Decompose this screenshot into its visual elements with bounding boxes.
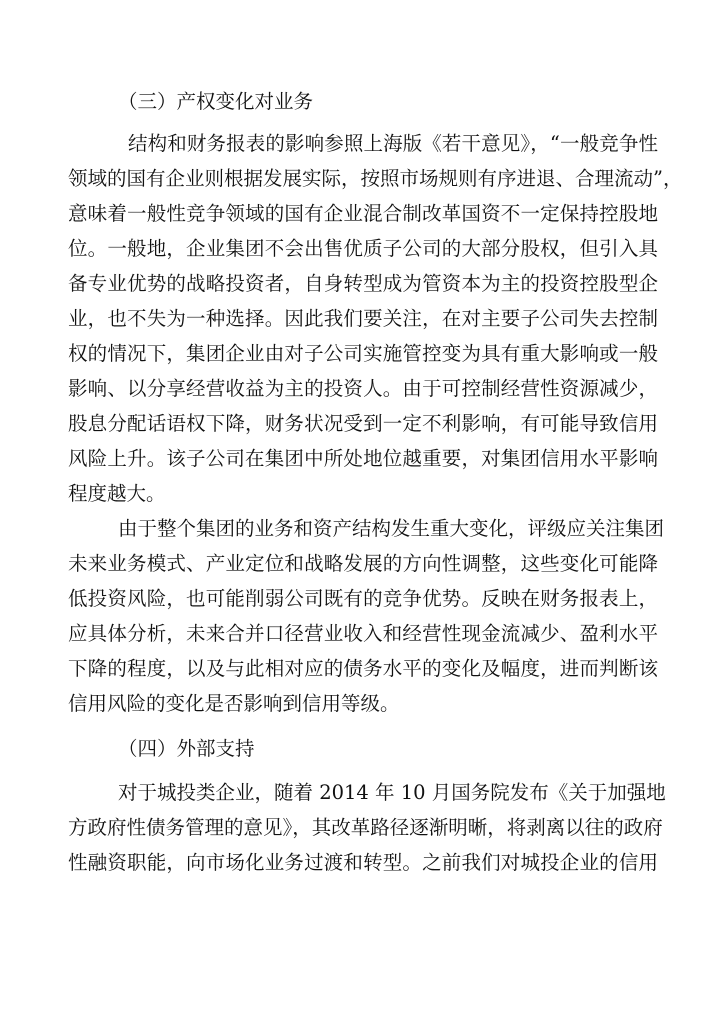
paragraph-line: 备专业优势的战略投资者，自身转型成为管资本为主的投资控股型企	[68, 272, 658, 295]
paragraph-line: 业，也不失为一种选择。因此我们要关注，在对主要子公司失去控制	[68, 307, 658, 330]
paragraph-line: 下降的程度，以及与此相对应的债务水平的变化及幅度，进而判断该	[68, 657, 658, 680]
paragraph-line: 风险上升。该子公司在集团中所处地位越重要，对集团信用水平影响	[68, 447, 658, 470]
paragraph-line: 领域的国有企业则根据发展实际，按照市场规则有序进退、合理流动”，	[68, 167, 683, 190]
paragraph-line: 结构和财务报表的影响参照上海版《若干意见》，“一般竞争性	[128, 132, 658, 155]
paragraph-line: 影响、以分享经营收益为主的投资人。由于可控制经营性资源减少，	[68, 377, 658, 400]
paragraph-line: 位。一般地，企业集团不会出售优质子公司的大部分股权，但引入具	[68, 237, 658, 260]
section-heading-3: （三）产权变化对业务	[118, 90, 314, 113]
paragraph-line: 权的情况下，集团企业由对子公司实施管控变为具有重大影响或一般	[68, 342, 658, 365]
paragraph-line: 低投资风险，也可能削弱公司既有的竞争优势。反映在财务报表上，	[68, 587, 658, 610]
paragraph-line: 性融资职能，向市场化业务过渡和转型。之前我们对城投企业的信用	[68, 851, 658, 874]
paragraph-line: 信用风险的变化是否影响到信用等级。	[68, 692, 400, 715]
paragraph-line: 未来业务模式、产业定位和战略发展的方向性调整，这些变化可能降	[68, 552, 658, 575]
paragraph-line: 应具体分析，未来合并口径营业收入和经营性现金流减少、盈利水平	[68, 622, 658, 645]
paragraph-line: 股息分配话语权下降，财务状况受到一定不利影响，有可能导致信用	[68, 412, 658, 435]
paragraph-line: 对于城投类企业，随着 2014 年 10 月国务院发布《关于加强地	[118, 781, 666, 804]
paragraph-line: 由于整个集团的业务和资产结构发生重大变化，评级应关注集团	[118, 517, 665, 540]
paragraph-line: 程度越大。	[68, 482, 166, 505]
paragraph-line: 方政府性债务管理的意见》，其改革路径逐渐明晰，将剥离以往的政府	[68, 816, 663, 839]
section-heading-4: （四）外部支持	[118, 737, 255, 760]
paragraph-line: 意味着一般性竞争领域的国有企业混合制改革国资不一定保持控股地	[68, 202, 658, 225]
